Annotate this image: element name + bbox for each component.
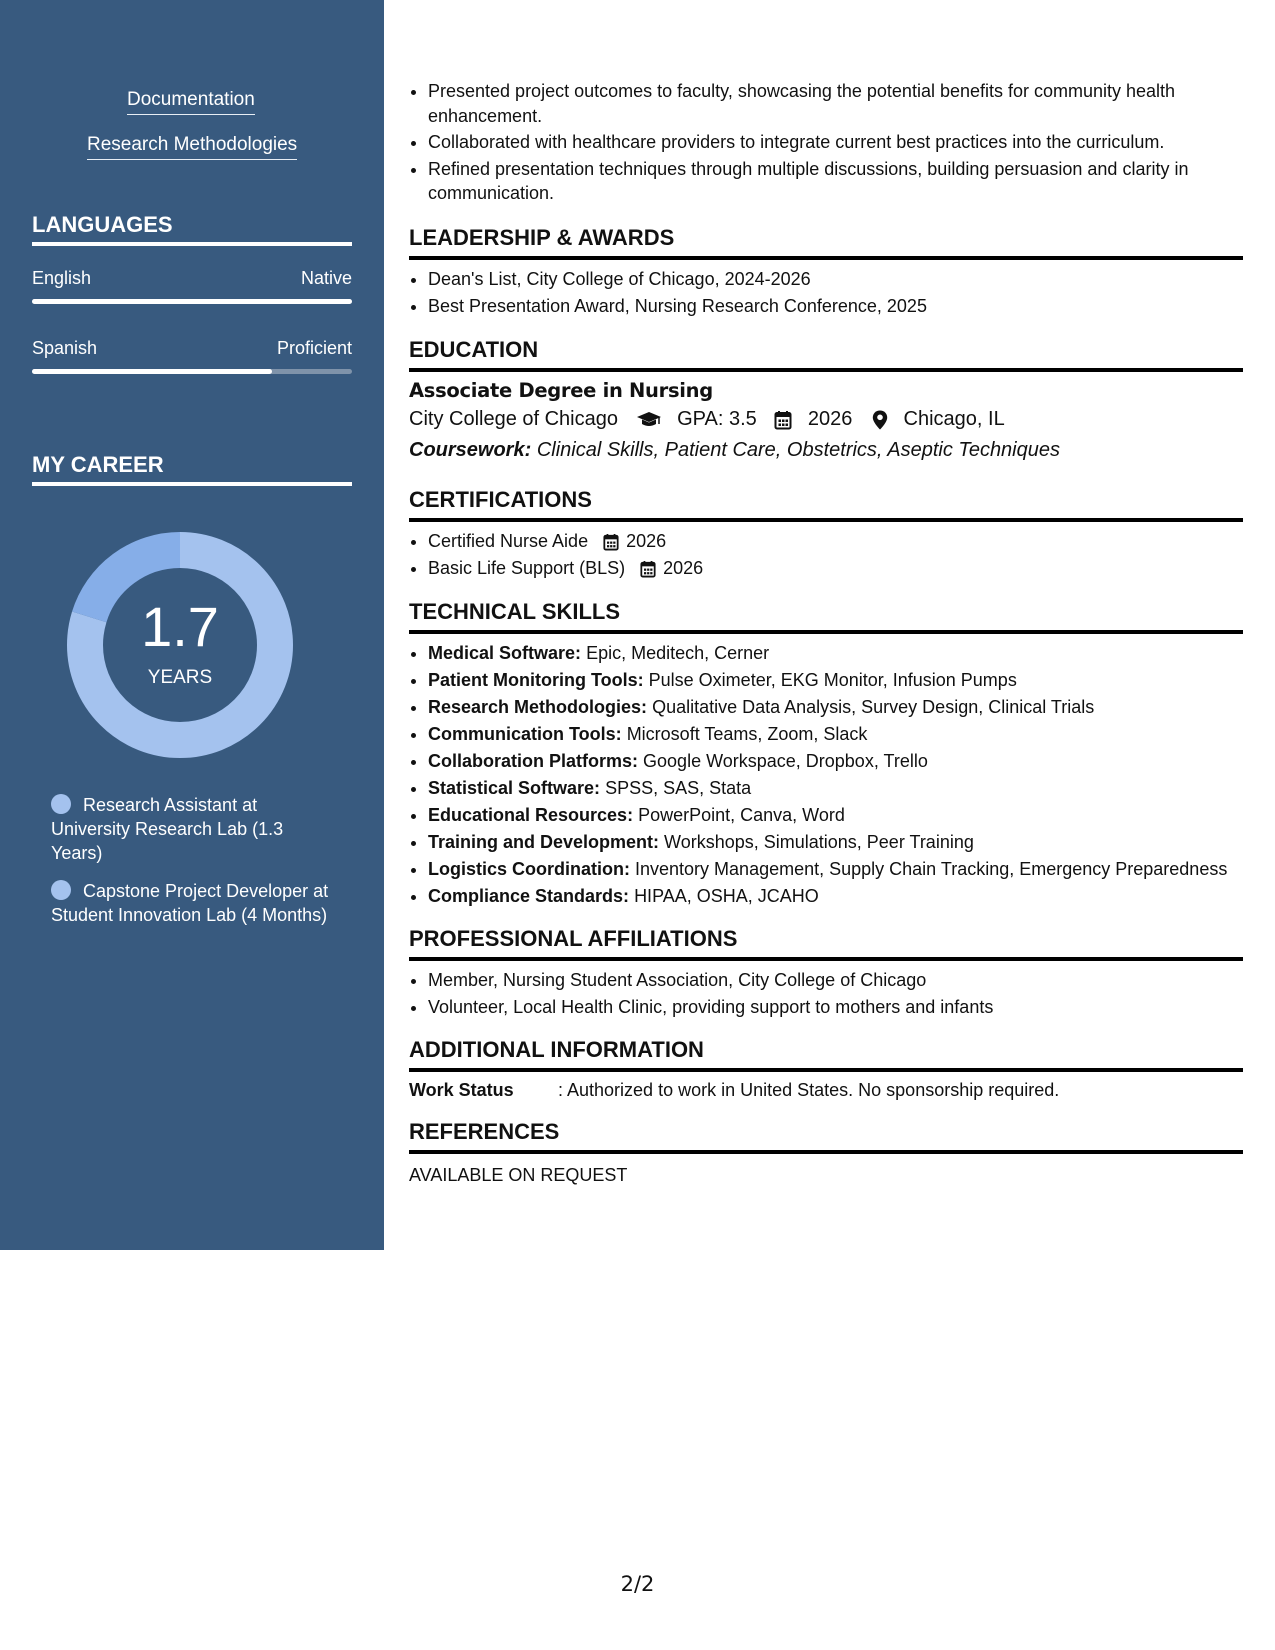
list-item: • Presented project outcomes to faculty, showcasing the potential benefits for community health enhancement. (428, 79, 1243, 128)
calendar-icon (640, 560, 656, 578)
skill-label: Logistics Coordination: (428, 859, 630, 879)
affiliations-title: PROFESSIONAL AFFILIATIONS (409, 926, 1243, 961)
list-item: • Volunteer, Local Health Clinic, providing support to mothers and infants (428, 994, 1243, 1021)
skill-label: Collaboration Platforms: (428, 751, 639, 771)
career-item-label: Capstone Project Developer at Student Innovation Lab (4 Months) (51, 881, 329, 925)
skill-value: PowerPoint, Canva, Word (638, 805, 845, 825)
skill-label: Compliance Standards: (428, 886, 630, 906)
language-bar-fill (32, 369, 272, 374)
skill-item (428, 721, 1243, 748)
legend-dot (51, 880, 71, 900)
coursework (409, 439, 1060, 462)
language-name: English (32, 268, 92, 288)
list-item: • Dean's List, City College of Chicago, 2024-2026 (428, 266, 1243, 293)
certification-year: 2026 (663, 558, 704, 578)
graduation-year: 2026 (807, 408, 853, 431)
education-title: EDUCATION (409, 337, 1243, 372)
skill-item (428, 856, 1243, 883)
skill-item (428, 829, 1243, 856)
graduation-cap-icon (636, 411, 662, 429)
coursework-value: Clinical Skills, Patient Care, Obstetrics, Aseptic Techniques (536, 439, 1060, 461)
skills-title: TECHNICAL SKILLS (409, 599, 1243, 634)
gpa: GPA: 3.5 (677, 408, 757, 431)
career-item (51, 793, 331, 865)
experience-bullets (409, 79, 1243, 208)
page-number: 2/2 (620, 1572, 655, 1596)
skill-item (428, 883, 1243, 910)
additional-title: ADDITIONAL INFORMATION (409, 1037, 1243, 1072)
skill-label: Medical Software: (428, 643, 582, 663)
skill-label: Statistical Software: (428, 778, 601, 798)
research-methodologies-link[interactable]: Research Methodologies (87, 134, 297, 160)
school-name: City College of Chicago (409, 408, 618, 431)
language-bar-fill (32, 299, 352, 304)
education-details (409, 408, 1005, 431)
career-total: 1.7 (141, 595, 219, 658)
leadership-list (409, 266, 1243, 320)
skill-value: Pulse Oximeter, EKG Monitor, Infusion Pumps (648, 670, 1017, 690)
calendar-icon (774, 410, 792, 430)
skill-value: HIPAA, OSHA, JCAHO (634, 886, 819, 906)
list-item: • Member, Nursing Student Association, City College of Chicago (428, 967, 1243, 994)
documentation-link[interactable]: Documentation (127, 89, 255, 115)
certifications-list (409, 528, 1243, 582)
skill-item (428, 775, 1243, 802)
skill-value: SPSS, SAS, Stata (605, 778, 752, 798)
list-item: • Best Presentation Award, Nursing Research Conference, 2025 (428, 293, 1243, 320)
career-heading: MY CAREER (32, 452, 352, 486)
career-item-label: Research Assistant at University Research Lab (1.3 Years) (51, 795, 284, 863)
skill-value: Workshops, Simulations, Peer Training (664, 832, 974, 852)
location: Chicago, IL (903, 408, 1005, 431)
skill-value: Inventory Management, Supply Chain Tracking, Emergency Preparedness (635, 859, 1228, 879)
sidebar (0, 0, 384, 1250)
certifications-title: CERTIFICATIONS (409, 487, 1243, 522)
location-pin-icon (872, 410, 888, 430)
skill-item (428, 748, 1243, 775)
skill-label: Research Methodologies: (428, 697, 648, 717)
skill-label: Patient Monitoring Tools: (428, 670, 644, 690)
skill-item (428, 667, 1243, 694)
skill-item (428, 694, 1243, 721)
degree: Associate Degree in Nursing (409, 379, 713, 402)
list-item (428, 555, 1243, 582)
list-item: • Collaborated with healthcare providers to integrate current best practices into the curriculum. (428, 130, 1243, 155)
certification-year: 2026 (626, 531, 667, 551)
certification-name: Certified Nurse Aide (428, 531, 589, 551)
list-item: • Refined presentation techniques through multiple discussions, building persuasion and clarity in communication. (428, 157, 1243, 206)
skills-list (409, 640, 1243, 910)
skill-label: Educational Resources: (428, 805, 634, 825)
skill-item (428, 802, 1243, 829)
languages-heading: LANGUAGES (32, 212, 352, 246)
skill-item (428, 640, 1243, 667)
skill-label: Training and Development: (428, 832, 660, 852)
list-item (428, 528, 1243, 555)
affiliations-list (409, 967, 1243, 1021)
career-unit: YEARS (147, 667, 213, 688)
leadership-title: LEADERSHIP & AWARDS (409, 225, 1243, 260)
skill-value: Epic, Meditech, Cerner (586, 643, 770, 663)
language-level: Proficient (276, 338, 352, 358)
language-english (32, 268, 352, 318)
work-status-label: Work Status (409, 1080, 514, 1100)
certification-name: Basic Life Support (BLS) (428, 558, 626, 578)
language-name: Spanish (32, 338, 98, 358)
language-bar (32, 299, 352, 304)
skill-value: Qualitative Data Analysis, Survey Design, Clinical Trials (652, 697, 1095, 717)
skill-value: Google Workspace, Dropbox, Trello (643, 751, 928, 771)
work-status-value: : Authorized to work in United States. No sponsorship required. (558, 1080, 1060, 1100)
references-title: REFERENCES (409, 1119, 1243, 1154)
coursework-label: Coursework: (409, 439, 532, 461)
career-donut (66, 531, 294, 759)
language-level: Native (300, 268, 352, 288)
skill-label: Communication Tools: (428, 724, 622, 744)
skill-value: Microsoft Teams, Zoom, Slack (626, 724, 868, 744)
language-spanish (32, 338, 352, 388)
language-bar (32, 369, 352, 374)
references-text: AVAILABLE ON REQUEST (409, 1165, 628, 1185)
legend-dot (51, 794, 71, 814)
calendar-icon (603, 533, 619, 551)
career-item (51, 879, 331, 927)
